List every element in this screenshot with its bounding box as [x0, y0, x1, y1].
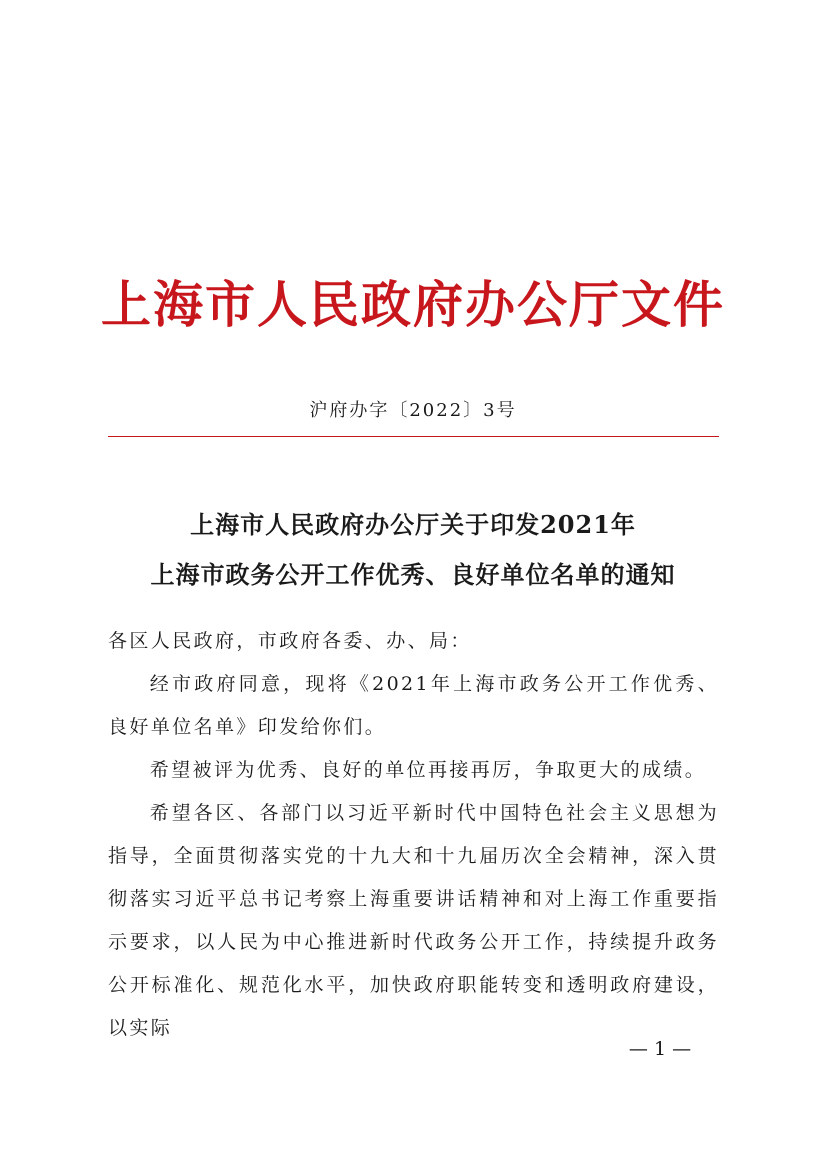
paragraph-requirements: 希望各区、各部门以习近平新时代中国特色社会主义思想为指导，全面贯彻落实党的十九大和十九届历次全会精神，深入贯彻落实习近平总书记考察上海重要讲话精神和对上海工作重要指示要求，以人民为中心推进新时代政务公开工作，持续提升政务公开标准化、规范化水平，加快政府职能转变和透明政府建设，以实际	[108, 802, 719, 1039]
notice-title	[0, 500, 826, 600]
notice-title-line-2: 上海市政务公开工作优秀、良好单位名单的通知	[150, 560, 676, 589]
page-number: — 1 —	[628, 1038, 692, 1060]
document-number: 沪府办字〔2022〕3号	[309, 400, 517, 421]
paragraph-approval: 经市政府同意，现将《2021年上海市政务公开工作优秀、良好单位名单》印发给你们。	[108, 673, 719, 738]
red-separator-line	[108, 436, 719, 437]
document-body	[108, 620, 719, 1050]
paragraph-encouragement: 希望被评为优秀、良好的单位再接再厉，争取更大的成绩。	[149, 759, 707, 781]
salutation: 各区人民政府，市政府各委、办、局：	[108, 630, 472, 652]
masthead-title: 上海市人民政府办公厅文件	[101, 275, 725, 334]
notice-title-line-1: 上海市人民政府办公厅关于印发2021年	[190, 510, 636, 539]
